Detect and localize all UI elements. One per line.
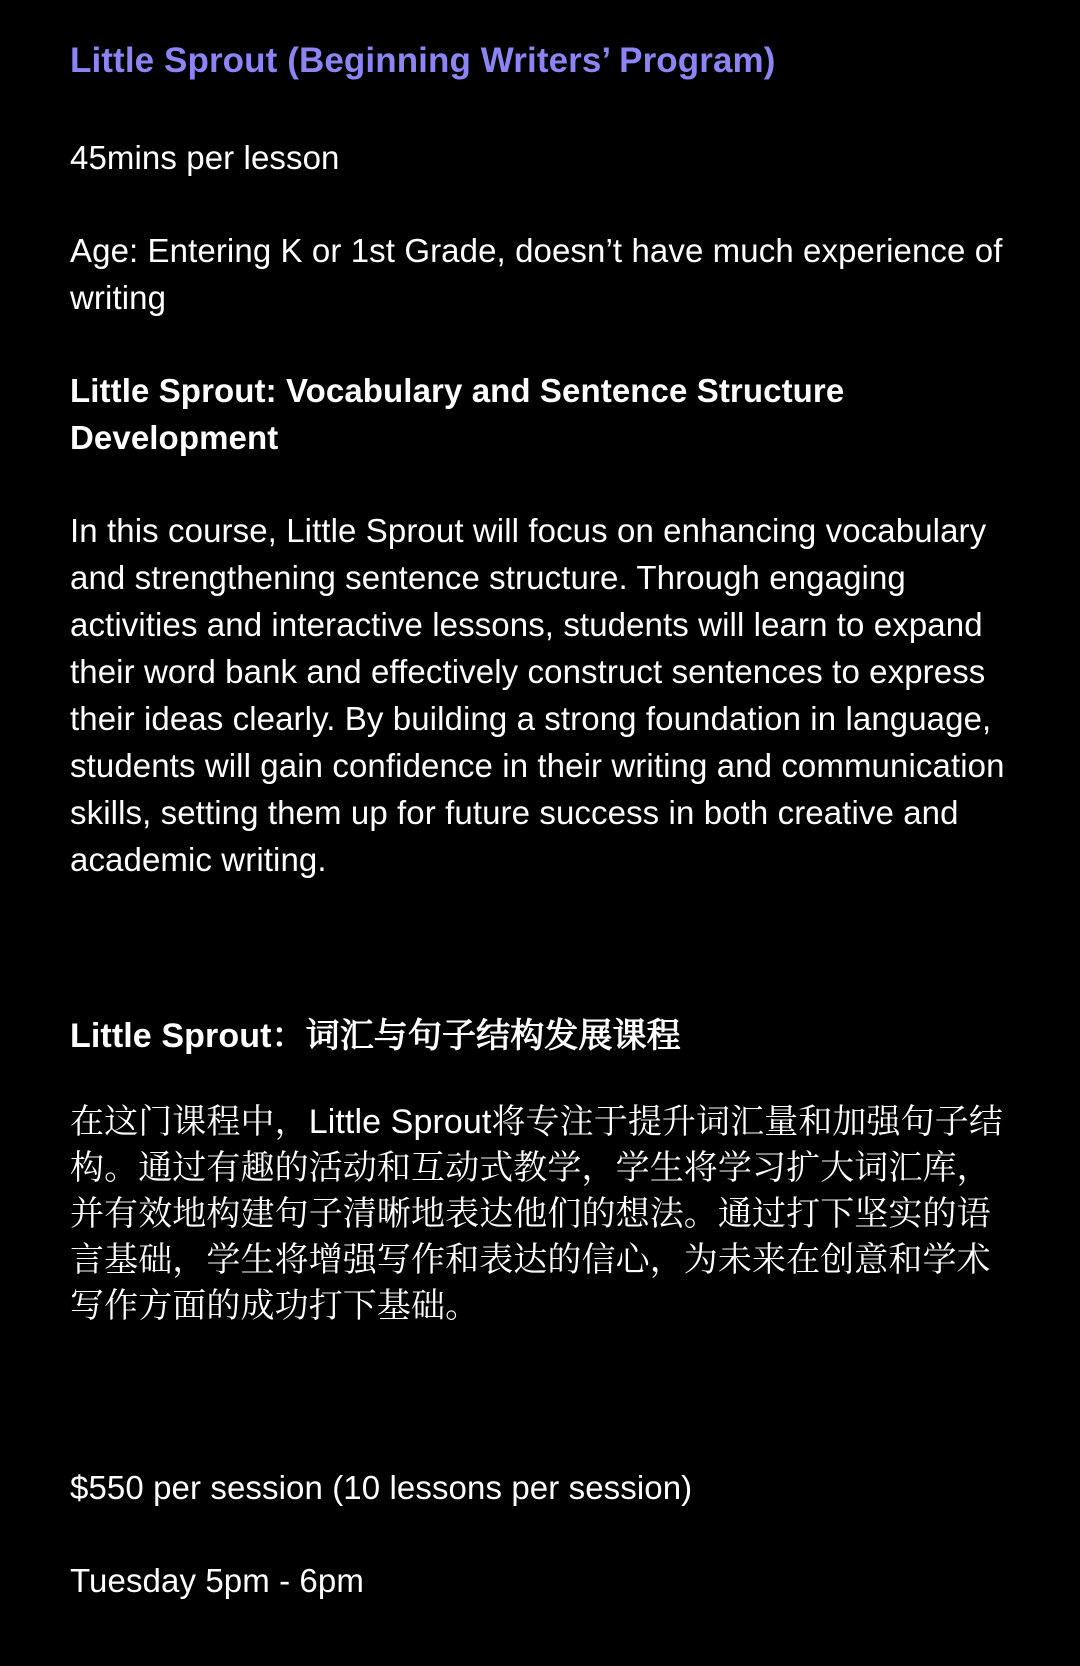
session-price: $550 per session (10 lessons per session) xyxy=(70,1469,693,1506)
program-title: Little Sprout (Beginning Writers’ Program) xyxy=(70,41,776,80)
class-schedule: Tuesday 5pm - 6pm xyxy=(70,1562,364,1599)
lesson-duration: 45mins per lesson xyxy=(70,139,340,176)
chinese-course-heading: Little Sprout：词汇与句子结构发展课程 xyxy=(70,1017,681,1055)
english-course-description: In this course, Little Sprout will focus on enhancing vocabulary and strengthening sentence structure. Through engaging activities and interactive lessons, students will learn to expand their word bank and effectively construct sentences to express their ideas clearly. By building a strong foundation in language, students will gain confidence in their writing and communication skills, setting them up for future success in both creative and academic writing. xyxy=(70,512,1005,878)
age-requirement: Age: Entering K or 1st Grade, doesn’t have much experience of writing xyxy=(70,232,1003,316)
english-course-heading: Little Sprout: Vocabulary and Sentence Structure Development xyxy=(70,372,845,456)
chinese-course-description: 在这门课程中，Little Sprout将专注于提升词汇量和加强句子结构。通过有趣的活动和互动式教学，学生将学习扩大词汇库，并有效地构建句子清晰地表达他们的想法。通过打下坚实的语言基础，学生将增强写作和表达的信心，为未来在创意和学术写作方面的成功打下基础。 xyxy=(70,1103,1003,1325)
